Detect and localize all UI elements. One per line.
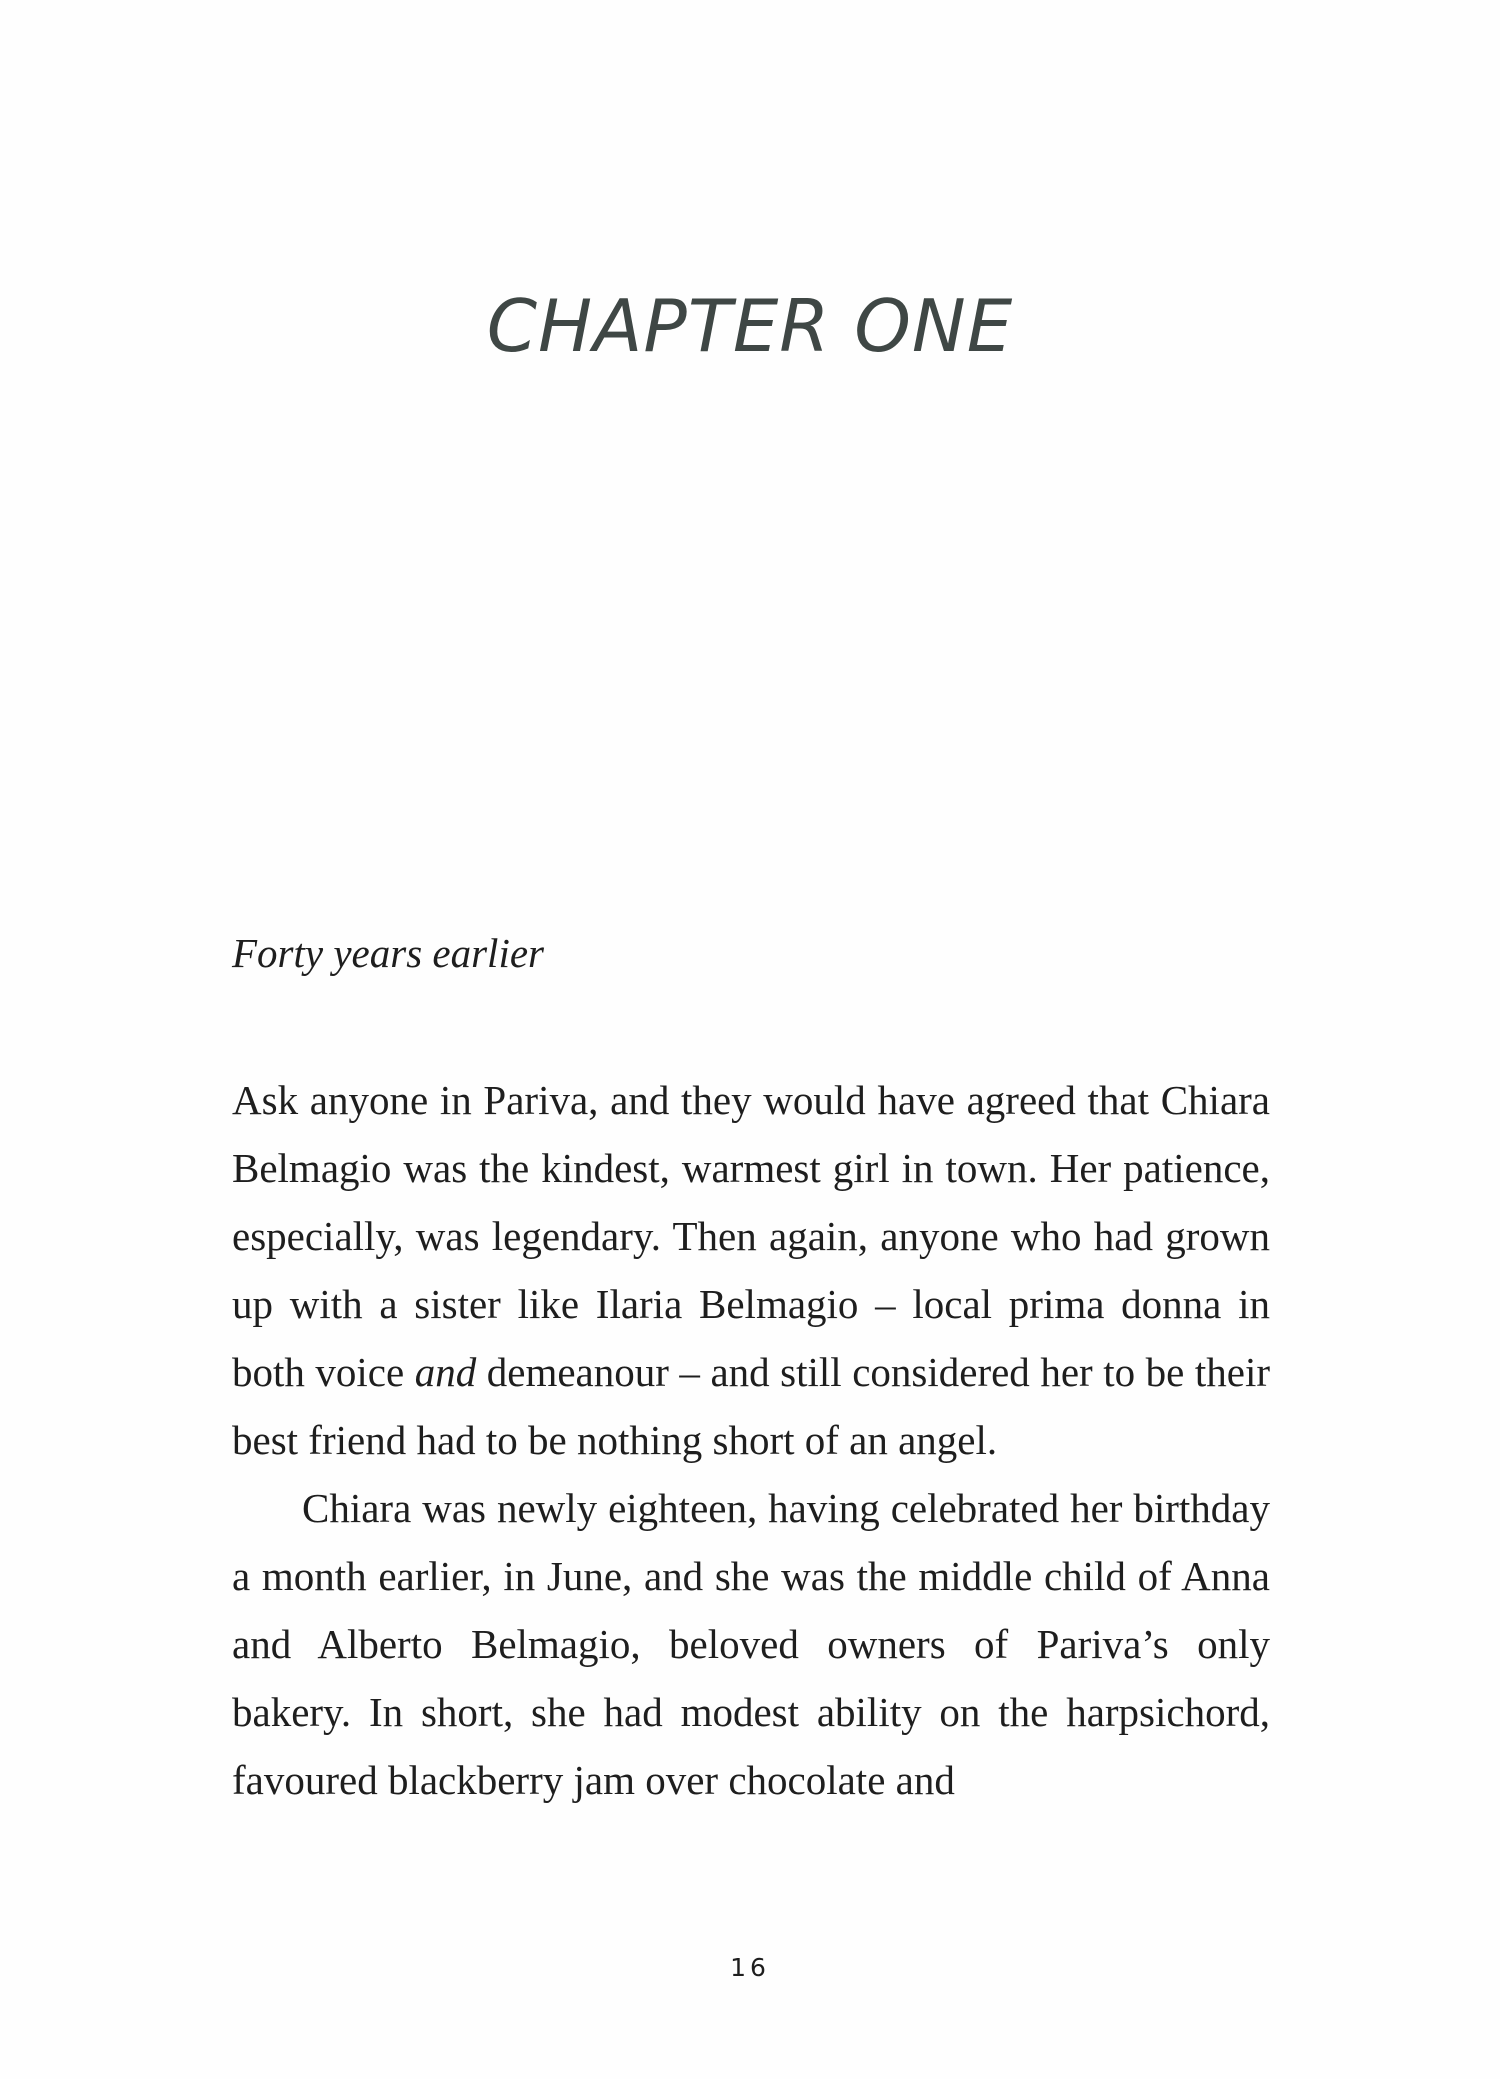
emphasis-word: and: [414, 1349, 477, 1395]
paragraph-2: Chiara was newly eighteen, having celebrated her birthday a month earlier, in June, and she was the middle child of Anna and Alberto Belmagio, beloved owners of Pariva’s only bakery. In short, she had modest ability on the harpsichord, favoured blackberry jam over chocolate and: [232, 1485, 1270, 1803]
chapter-subtitle: Forty years earlier: [232, 930, 544, 976]
paragraph-1-end: demeanour – and still considered her to be their best friend had to be nothing short of an angel.: [232, 1349, 1270, 1463]
body-text: [232, 1066, 1270, 1814]
paragraph-1-start: Ask anyone in Pariva, and they would have agreed that Chiara Belmagio was the kindest, warmest girl in town. Her patience, especially, was legendary. Then again, anyone who had grown up with a sister like Ilaria Belmagio – local prima donna in both voice: [232, 1077, 1270, 1395]
paragraph-1: [232, 1066, 1270, 1474]
page-number: 16: [730, 1953, 770, 1982]
chapter-title: CHAPTER ONE: [486, 284, 1014, 368]
